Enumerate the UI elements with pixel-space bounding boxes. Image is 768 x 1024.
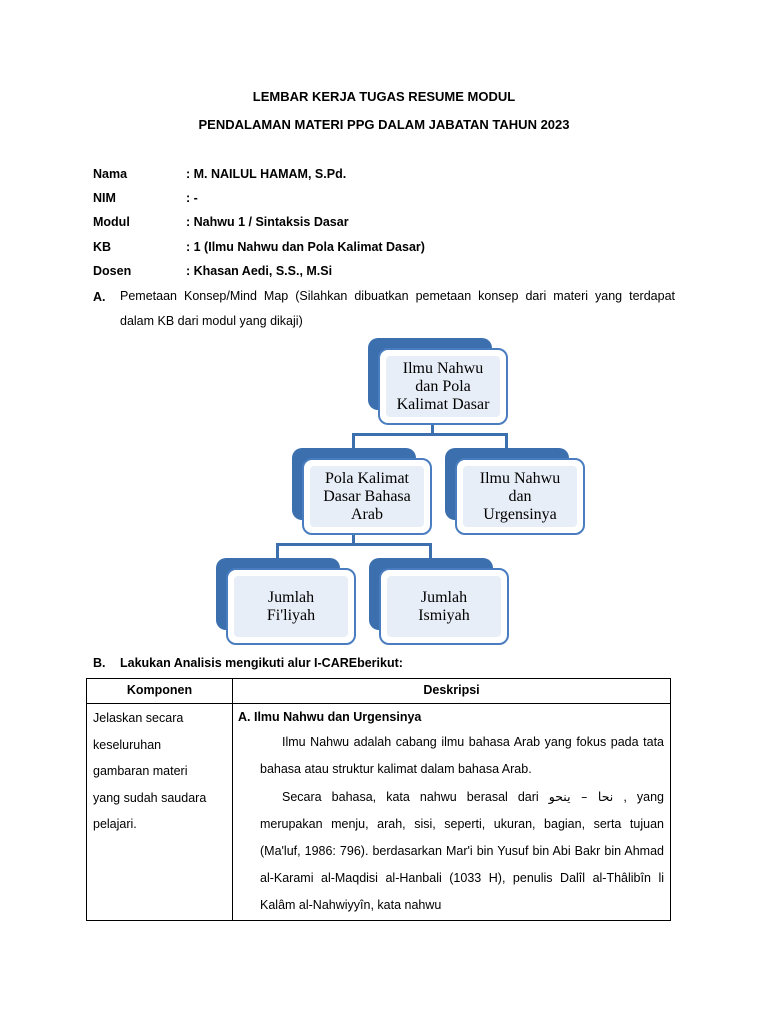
info-value-nim: : -	[186, 191, 198, 205]
info-label-kb: KB	[93, 240, 112, 254]
komponen-line: gambaran materi	[93, 764, 188, 778]
deskripsi-paragraph-1: Ilmu Nahwu adalah cabang ilmu bahasa Arab yang fokus pada tata bahasa atau struktur kalimat dalam bahasa Arab.	[260, 735, 664, 776]
komponen-line: Jelaskan secara	[93, 711, 184, 725]
info-value-modul: : Nahwu 1 / Sintaksis Dasar	[186, 215, 349, 229]
table-header-deskripsi: Deskripsi	[423, 683, 480, 697]
komponen-line: pelajari.	[93, 817, 137, 831]
table-cell-deskripsi	[238, 705, 664, 919]
connector-leaf-right	[429, 543, 432, 558]
komponen-line: keseluruhan	[93, 737, 162, 752]
section-a-instruction: Pemetaan Konsep/Mind Map (Silahkan dibuatkan pemetaan konsep dari materi yang terdapat dalam KB dari modul yang dikaji)	[120, 289, 675, 328]
info-label-nama: Nama	[93, 167, 128, 181]
paragraph-2-start: Secara bahasa, kata nahwu berasal dari	[282, 790, 549, 804]
icare-table	[86, 678, 671, 921]
mindmap-jumlah-ismiyah-label: Jumlah Ismiyah	[387, 576, 501, 637]
mindmap-pola-kalimat-label: Pola Kalimat Dasar Bahasa Arab	[310, 466, 424, 527]
paragraph-2-rest: , yang merupakan menju, arah, sisi, seperti, ukuran, bagian, serta tujuan (Ma'luf, 1986: 796). berdasarkan Mar'i bin Yusuf bin Abi Bakr bin Ahmad al-Karami al-Maqdisi al-Hanbali (1033 H), penulis Dalîl al-Thâlibîn li Kalâm al-Nahwiyyîn, kata nahwu	[260, 790, 664, 912]
info-label-modul: Modul	[93, 215, 130, 229]
komponen-line: yang sudah saudara	[93, 790, 207, 805]
section-a-letter: A.	[93, 290, 106, 304]
mindmap-root-label: Ilmu Nahwu dan Pola Kalimat Dasar	[386, 356, 500, 417]
mindmap-ilmu-nahwu-urgensi-label: Ilmu Nahwu dan Urgensinya	[463, 466, 577, 527]
deskripsi-paragraph-2	[238, 783, 664, 919]
section-b-letter: B.	[93, 656, 106, 670]
mindmap-jumlah-filiyah-label: Jumlah Fi'liyah	[234, 576, 348, 637]
table-header-divider	[87, 703, 670, 704]
connector-level1-horizontal	[352, 433, 508, 436]
table-column-divider	[232, 679, 233, 920]
info-value-nama: : M. NAILUL HAMAM, S.Pd.	[186, 167, 347, 181]
info-label-dosen: Dosen	[93, 264, 132, 278]
section-b-instruction: Lakukan Analisis mengikuti alur I-CAREberikut:	[120, 656, 403, 670]
arabic-term: نحا – ينحو	[548, 789, 614, 804]
deskripsi-subheading: A. Ilmu Nahwu dan Urgensinya	[238, 710, 422, 724]
document-title: LEMBAR KERJA TUGAS RESUME MODUL	[252, 89, 516, 104]
info-value-kb: : 1 (Ilmu Nahwu dan Pola Kalimat Dasar)	[186, 240, 425, 254]
document-subtitle: PENDALAMAN MATERI PPG DALAM JABATAN TAHUN 2023	[198, 117, 570, 132]
info-label-nim: NIM	[93, 191, 116, 205]
table-header-komponen: Komponen	[126, 683, 193, 697]
connector-leaf-left	[276, 543, 279, 558]
info-value-dosen: : Khasan Aedi, S.S., M.Si	[186, 264, 333, 278]
table-cell-komponen	[93, 705, 228, 838]
connector-level2-horizontal	[276, 543, 432, 546]
